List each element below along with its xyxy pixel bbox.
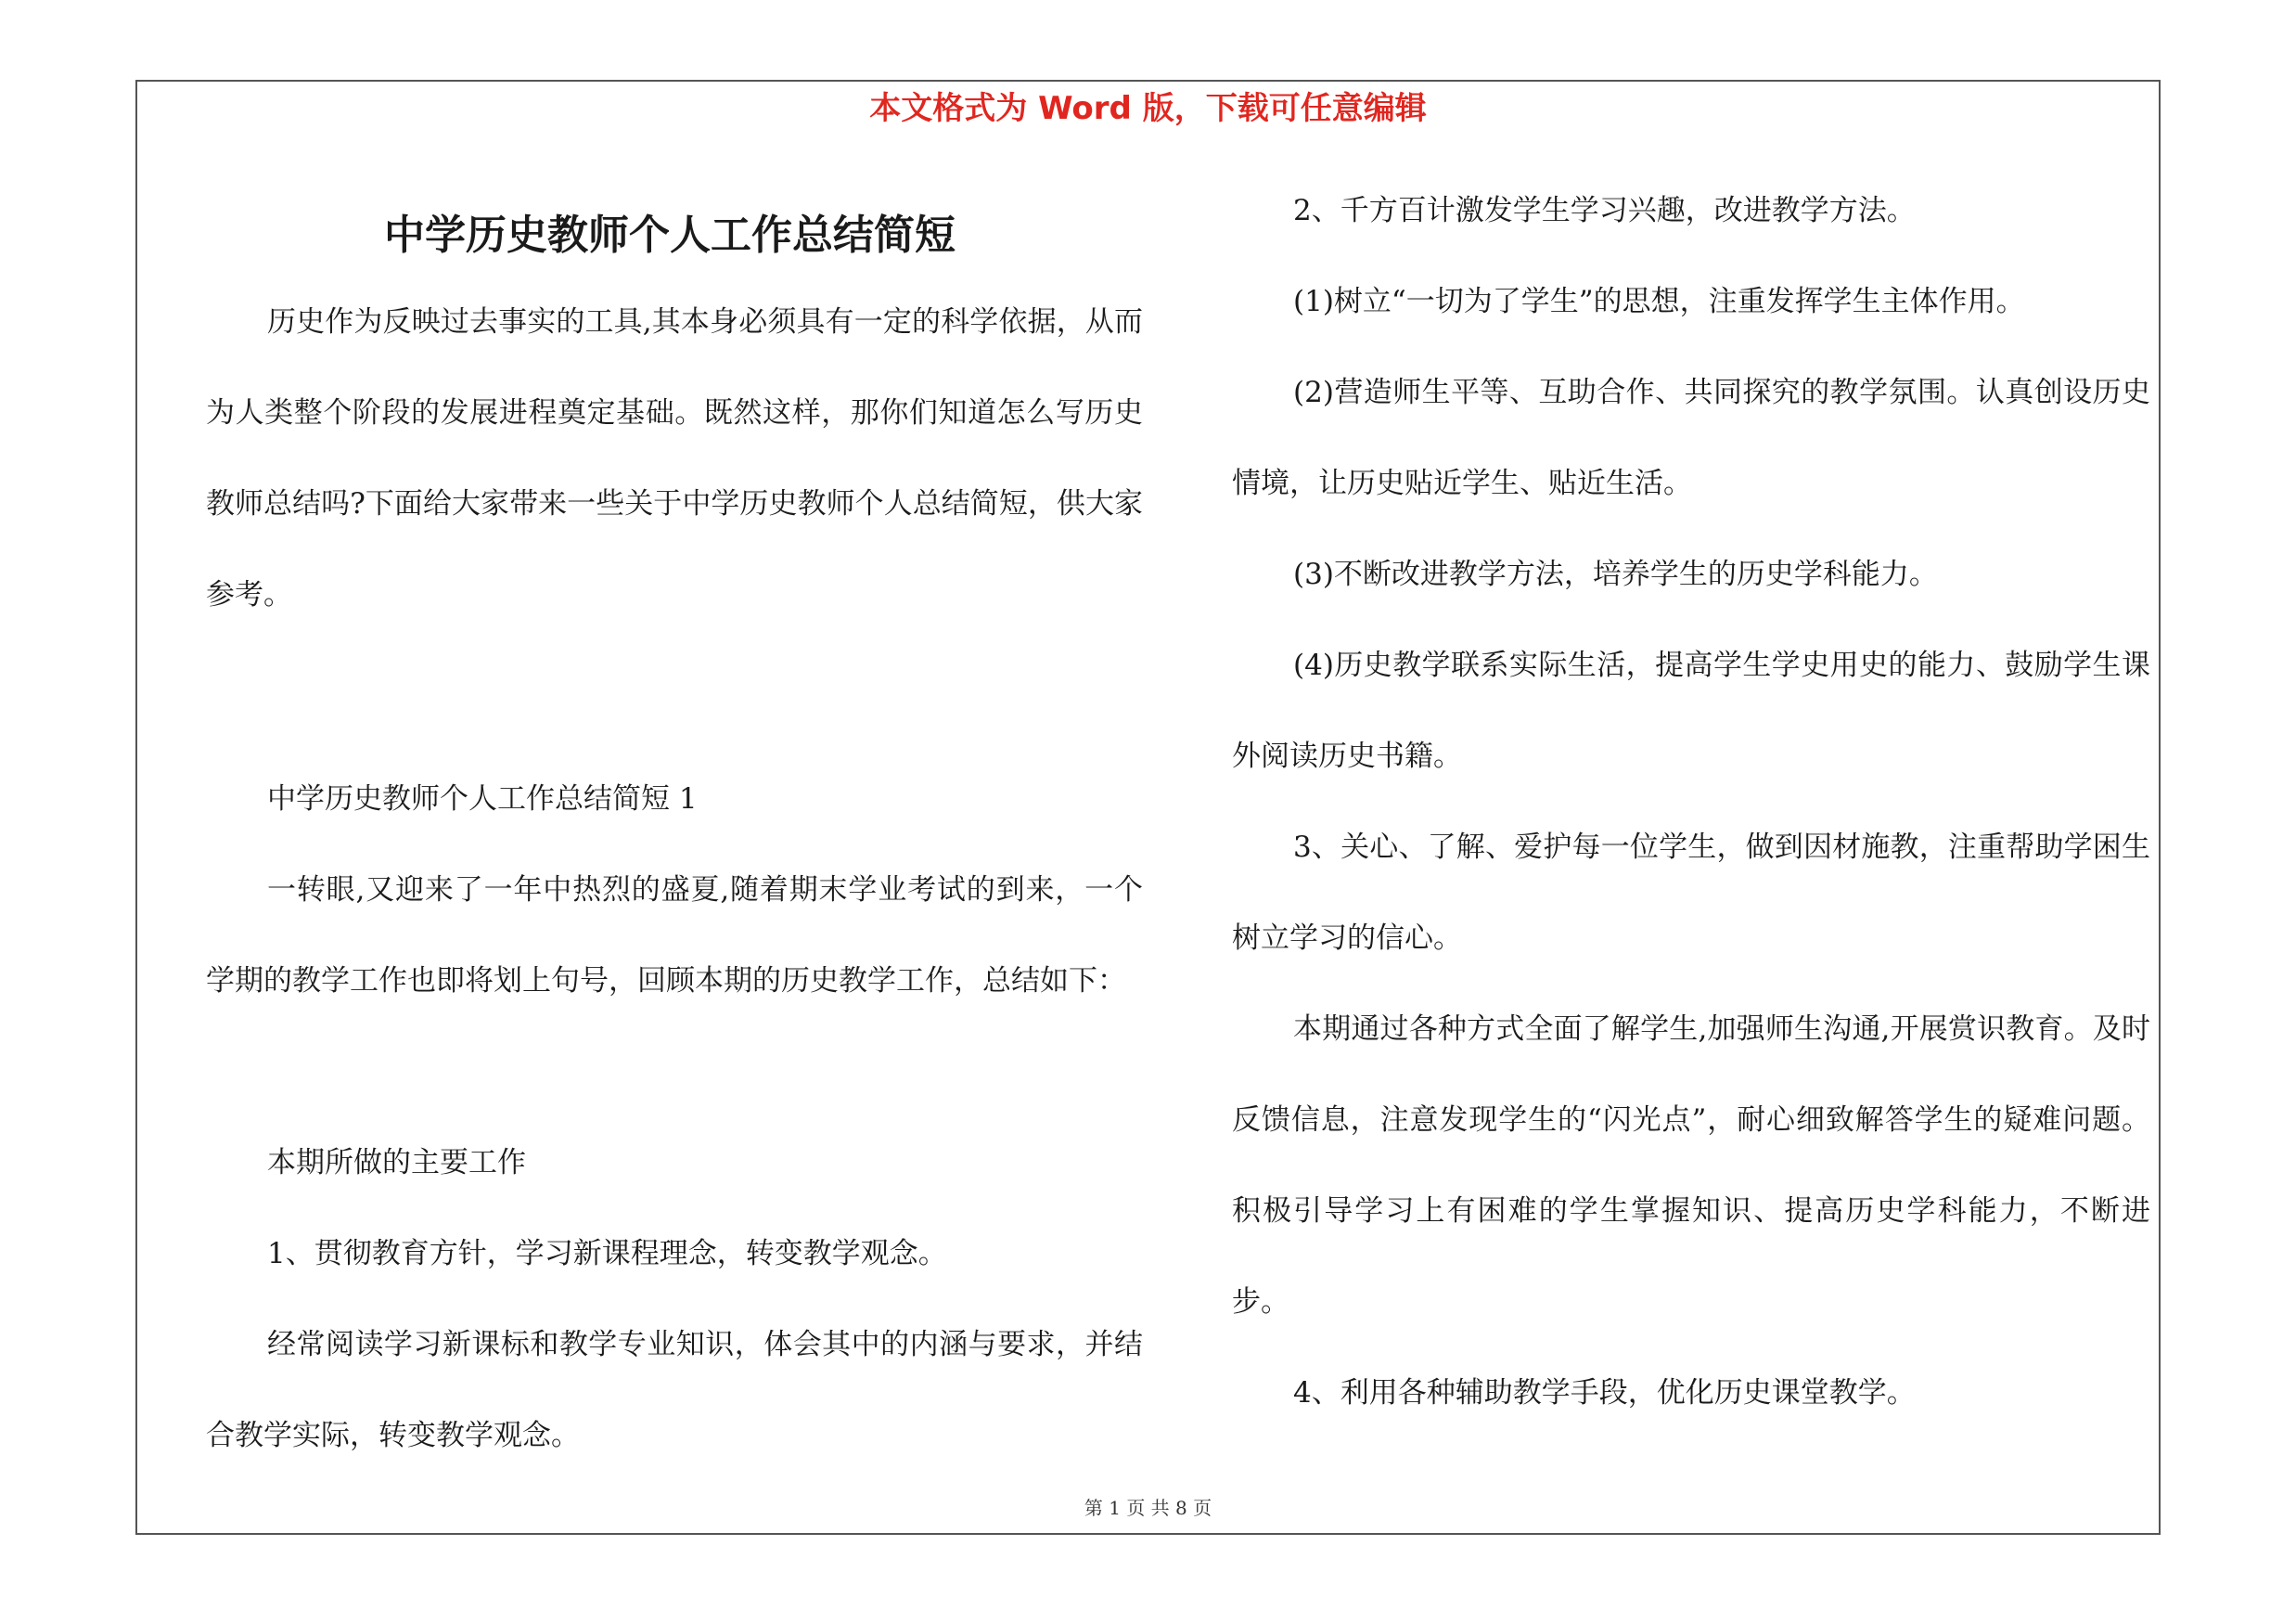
- intro-paragraph: 历史作为反映过去事实的工具,其本身必须具有一定的科学依据，从而为人类整个阶段的发展进程奠定基础。既然这样，那你们知道怎么写历史教师总结吗?下面给大家带来一些关于中学历史教师个人总结简短，供大家参考。: [206, 305, 1143, 612]
- list-item: (4)历史教学联系实际生活，提高学生学史用史的能力、鼓励学生课外阅读历史书籍。: [1232, 649, 2150, 773]
- document-title: 中学历史教师个人工作总结简短: [384, 212, 956, 259]
- list-item: 2、千方百计激发学生学习兴趣，改进教学方法。: [1293, 194, 1916, 227]
- list-item: (2)营造师生平等、互助合作、共同探究的教学氛围。认真创设历史情境，让历史贴近学生、贴近生活。: [1232, 376, 2150, 500]
- section-heading: 中学历史教师个人工作总结简短 1: [267, 782, 698, 816]
- list-item: (1)树立“一切为了学生”的思想，注重发挥学生主体作用。: [1293, 285, 2025, 318]
- body-paragraph: 经常阅读学习新课标和教学专业知识，体会其中的内涵与要求，并结合教学实际，转变教学观念。: [206, 1328, 1143, 1452]
- page-number: 第 1 页 共 8 页: [1084, 1497, 1212, 1519]
- list-item: 4、利用各种辅助教学手段，优化历史课堂教学。: [1293, 1376, 1916, 1410]
- body-paragraph: 本期通过各种方式全面了解学生,加强师生沟通,开展赏识教育。及时反馈信息，注意发现学生的“闪光点”，耐心细致解答学生的疑难问题。积极引导学习上有困难的学生掌握知识、提高历史学科能力，不断进步。: [1232, 1012, 2150, 1319]
- list-item: 3、关心、了解、爱护每一位学生，做到因材施教，注重帮助学困生树立学习的信心。: [1232, 831, 2150, 955]
- list-item: 1、贯彻教育方针，学习新课程理念，转变教学观念。: [267, 1237, 947, 1270]
- format-notice-banner: 本文格式为 Word 版，下载可任意编辑: [869, 90, 1427, 127]
- body-paragraph: 本期所做的主要工作: [267, 1146, 526, 1179]
- body-paragraph: 一转眼,又迎来了一年中热烈的盛夏,随着期末学业考试的到来，一个学期的教学工作也即将划上句号，回顾本期的历史教学工作，总结如下：: [206, 873, 1143, 998]
- list-item: (3)不断改进教学方法，培养学生的历史学科能力。: [1293, 558, 1938, 591]
